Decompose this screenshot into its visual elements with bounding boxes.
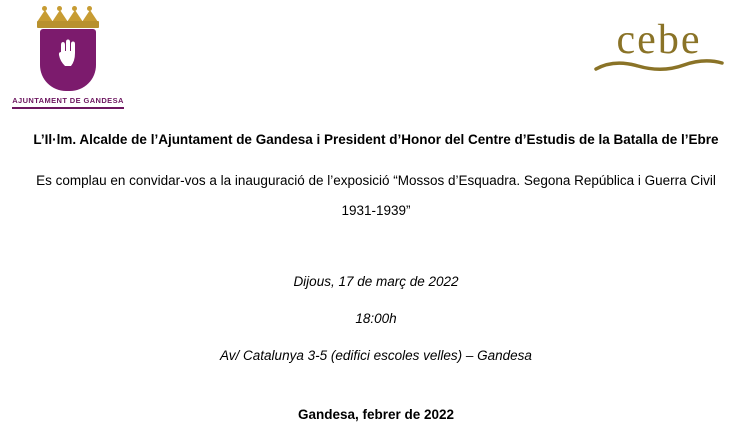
- invitation-title: L’Il·lm. Alcalde de l’Ajuntament de Gandesa i President d’Honor del Centre d’Estudis de la Batalla de l’Ebre: [33, 132, 719, 147]
- event-details: [16, 274, 736, 363]
- document-header: [0, 0, 752, 110]
- event-time: 18:00h: [355, 311, 397, 326]
- gandesa-coat-of-arms: [12, 8, 124, 109]
- cebe-logo: [594, 18, 724, 74]
- crest-caption: AJUNTAMENT DE GANDESA: [12, 96, 124, 105]
- invitation-body: [0, 132, 752, 422]
- crown-icon: [37, 8, 99, 28]
- event-venue: Av/ Catalunya 3-5 (edifici escoles velles) – Gandesa: [220, 348, 532, 363]
- hand-icon: [57, 39, 79, 69]
- cebe-logo-text: cebe: [616, 17, 702, 63]
- crest-underline: [12, 107, 124, 109]
- event-date: Dijous, 17 de març de 2022: [293, 274, 459, 289]
- invitation-text-line-2: 1931-1939”: [341, 203, 411, 218]
- crest-artwork: [33, 8, 103, 91]
- shield-icon: [40, 29, 96, 91]
- signature-line: Gandesa, febrer de 2022: [297, 407, 455, 422]
- invitation-text-line-1: Es complau en convidar-vos a la inauguració de l’exposició “Mossos d’Esquadra. Segona República i Guerra Civil: [36, 173, 716, 188]
